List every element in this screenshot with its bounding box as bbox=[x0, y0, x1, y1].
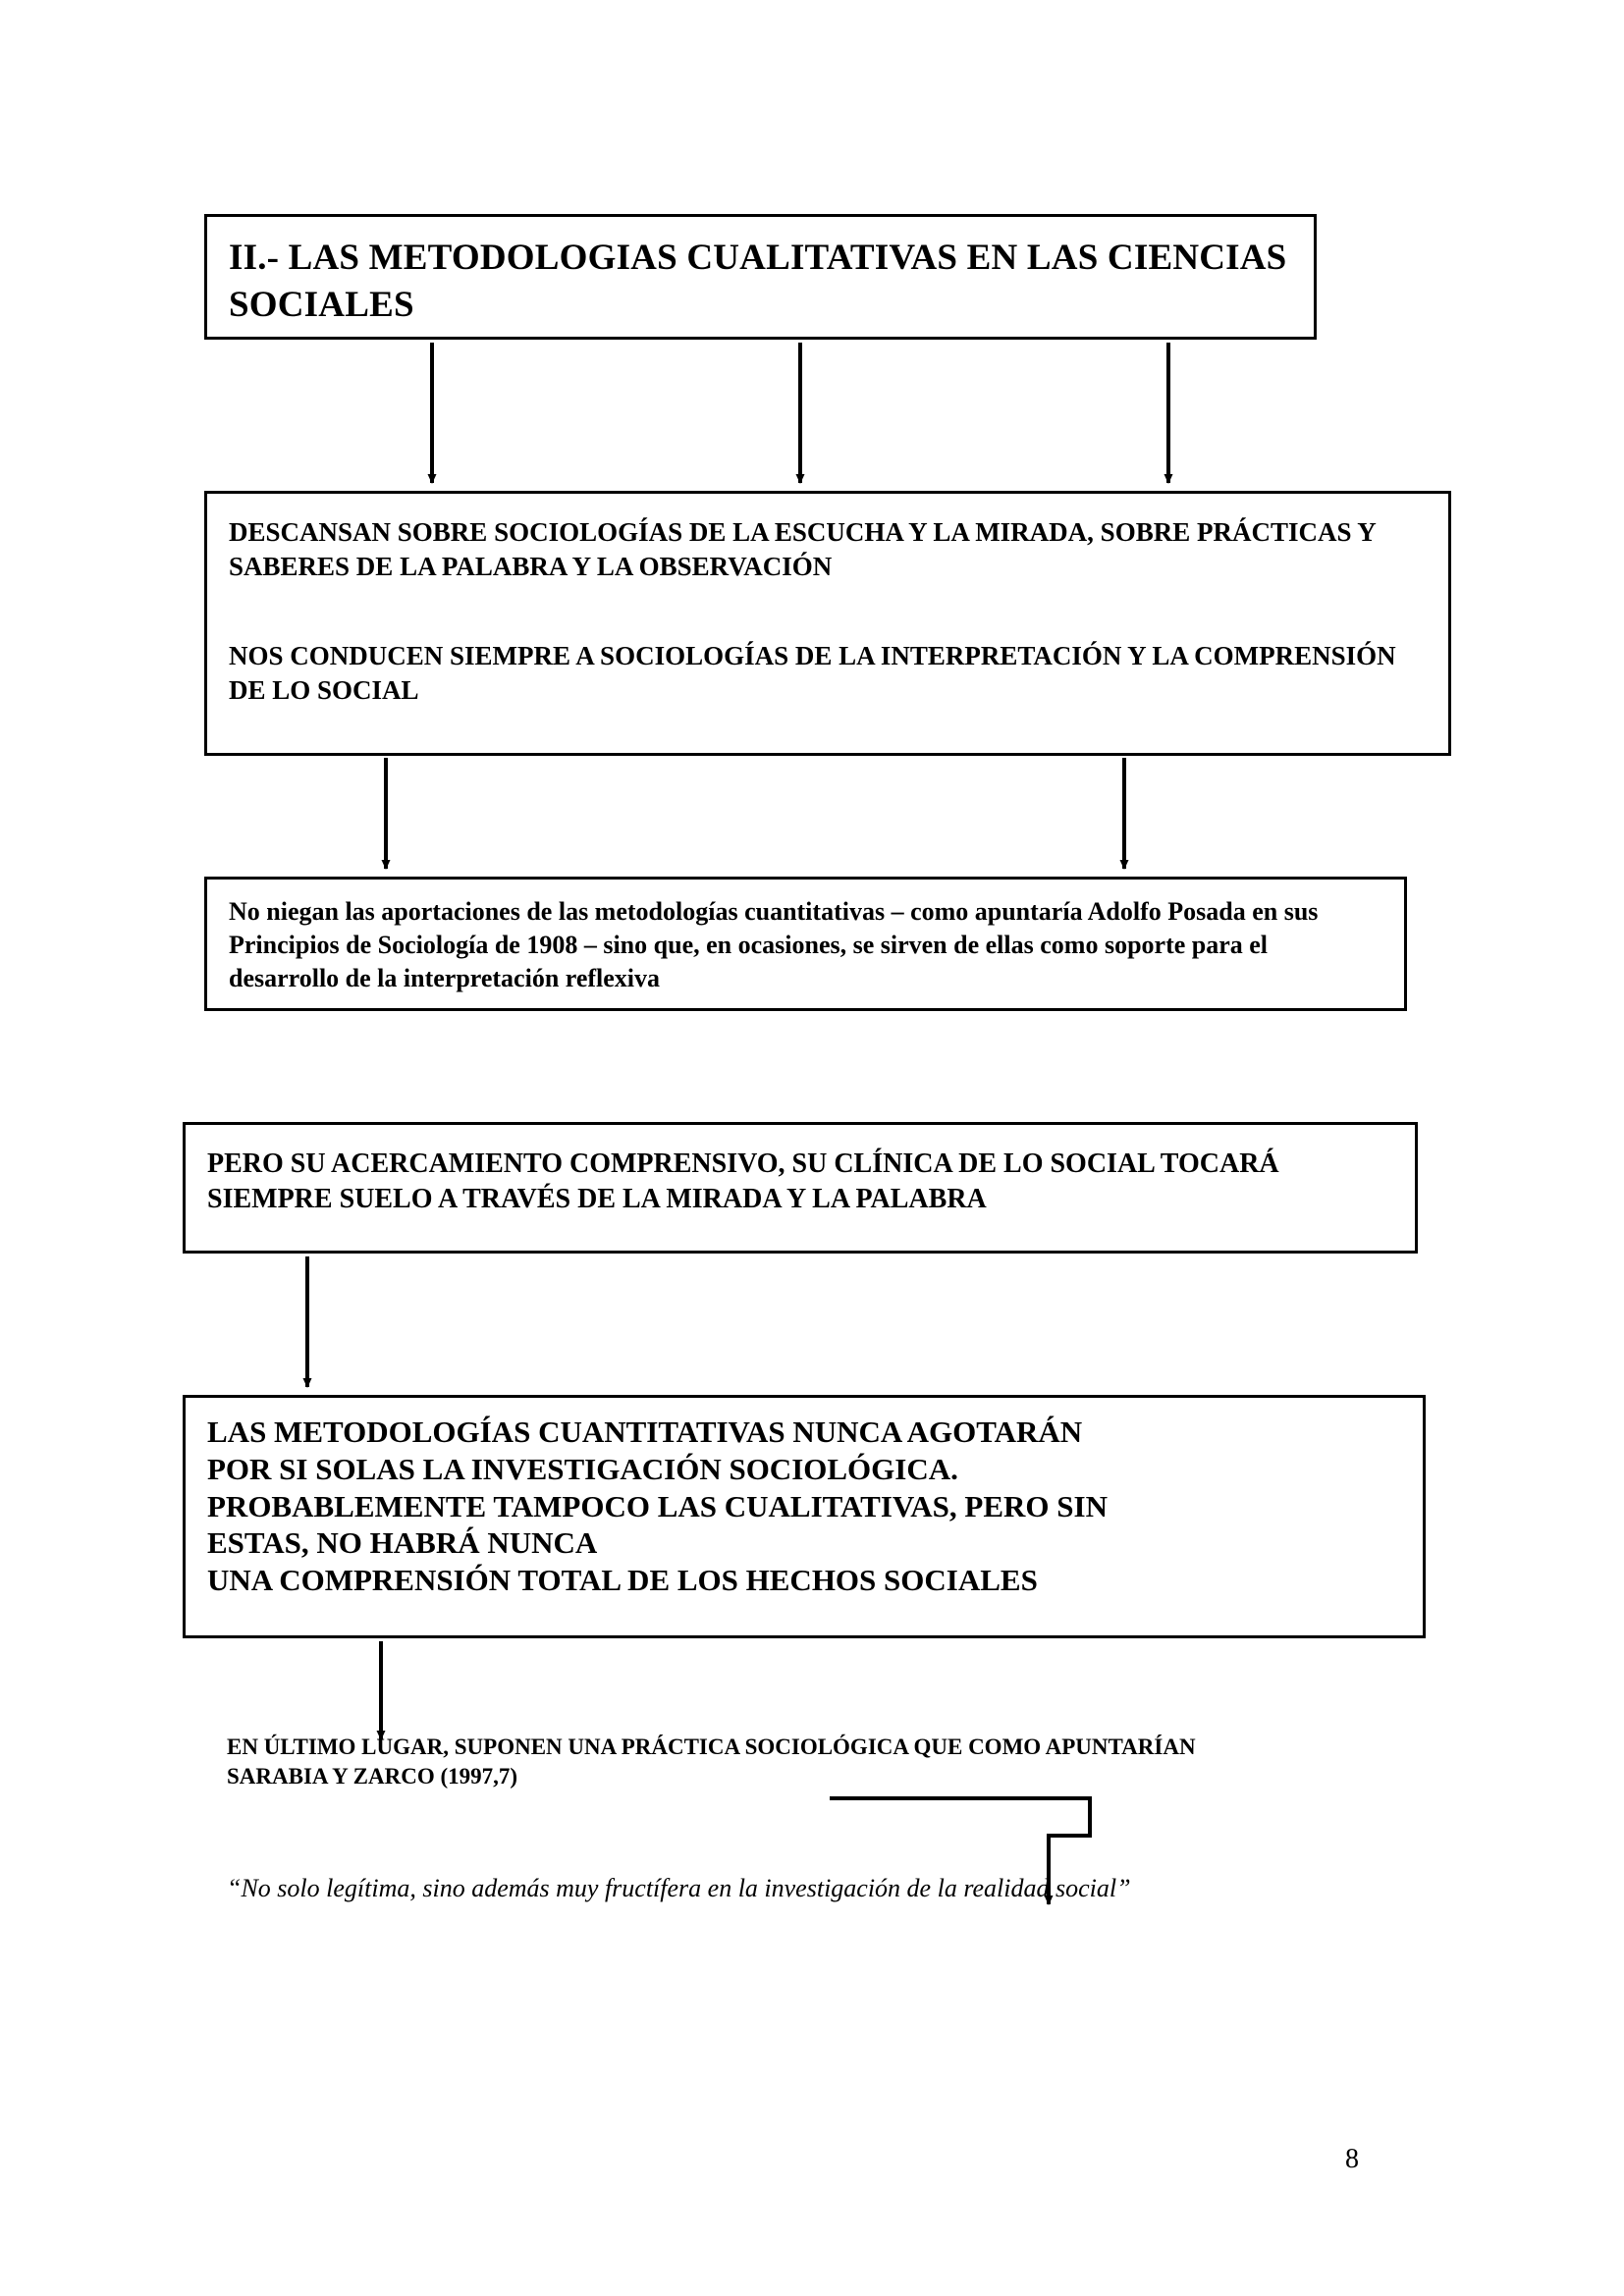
pero-acercamiento-box bbox=[183, 1122, 1418, 1254]
title-box bbox=[204, 214, 1317, 340]
descansan-box bbox=[204, 491, 1451, 756]
cuantitativas-line-5: UNA COMPRENSIÓN TOTAL DE LOS HECHOS SOCIALES bbox=[207, 1563, 1038, 1598]
ultimo-lugar-text: EN ÚLTIMO LUGAR, SUPONEN UNA PRÁCTICA SOCIOLÓGICA QUE COMO APUNTARÍAN SARABIA Y ZARCO (1997,7) bbox=[227, 1735, 1196, 1789]
cuantitativas-line-4: ESTAS, NO HABRÁ NUNCA bbox=[207, 1525, 598, 1561]
cuantitativas-line-1: LAS METODOLOGÍAS CUANTITATIVAS NUNCA AGOTARÁN bbox=[207, 1415, 1083, 1449]
page-number: 8 bbox=[1345, 2144, 1359, 2174]
descansan-line-1: DESCANSAN SOBRE SOCIOLOGÍAS DE LA ESCUCHA Y LA MIRADA, SOBRE PRÁCTICAS Y SABERES DE LA PALABRA Y LA OBSERVACIÓN bbox=[229, 517, 1376, 582]
cuantitativas-box bbox=[183, 1395, 1426, 1638]
quote-text: “No solo legítima, sino además muy fructífera en la investigación de la realidad social” bbox=[227, 1874, 1131, 1902]
pero-acercamiento-text: PERO SU ACERCAMIENTO COMPRENSIVO, SU CLÍNICA DE LO SOCIAL TOCARÁ SIEMPRE SUELO A TRAVÉS DE LA MIRADA Y LA PALABRA bbox=[207, 1148, 1279, 1215]
cuantitativas-line-2: POR SI SOLAS LA INVESTIGACIÓN SOCIOLÓGICA. bbox=[207, 1451, 958, 1486]
descansan-line-2: NOS CONDUCEN SIEMPRE A SOCIOLOGÍAS DE LA INTERPRETACIÓN Y LA COMPRENSIÓN DE LO SOCIAL bbox=[229, 641, 1396, 706]
no-niegan-box bbox=[204, 877, 1407, 1011]
cuantitativas-line-3: PROBABLEMENTE TAMPOCO LAS CUALITATIVAS, PERO SIN bbox=[207, 1488, 1108, 1523]
no-niegan-text: No niegan las aportaciones de las metodologías cuantitativas – como apuntaría Adolfo Posada en sus Principios de Sociología de 1908 – sino que, en ocasiones, se sirven de ellas como soporte para el desarrollo de la interpretación reflexiva bbox=[229, 897, 1319, 992]
title-text: II.- LAS METODOLOGIAS CUALITATIVAS EN LAS CIENCIAS SOCIALES bbox=[229, 238, 1287, 326]
